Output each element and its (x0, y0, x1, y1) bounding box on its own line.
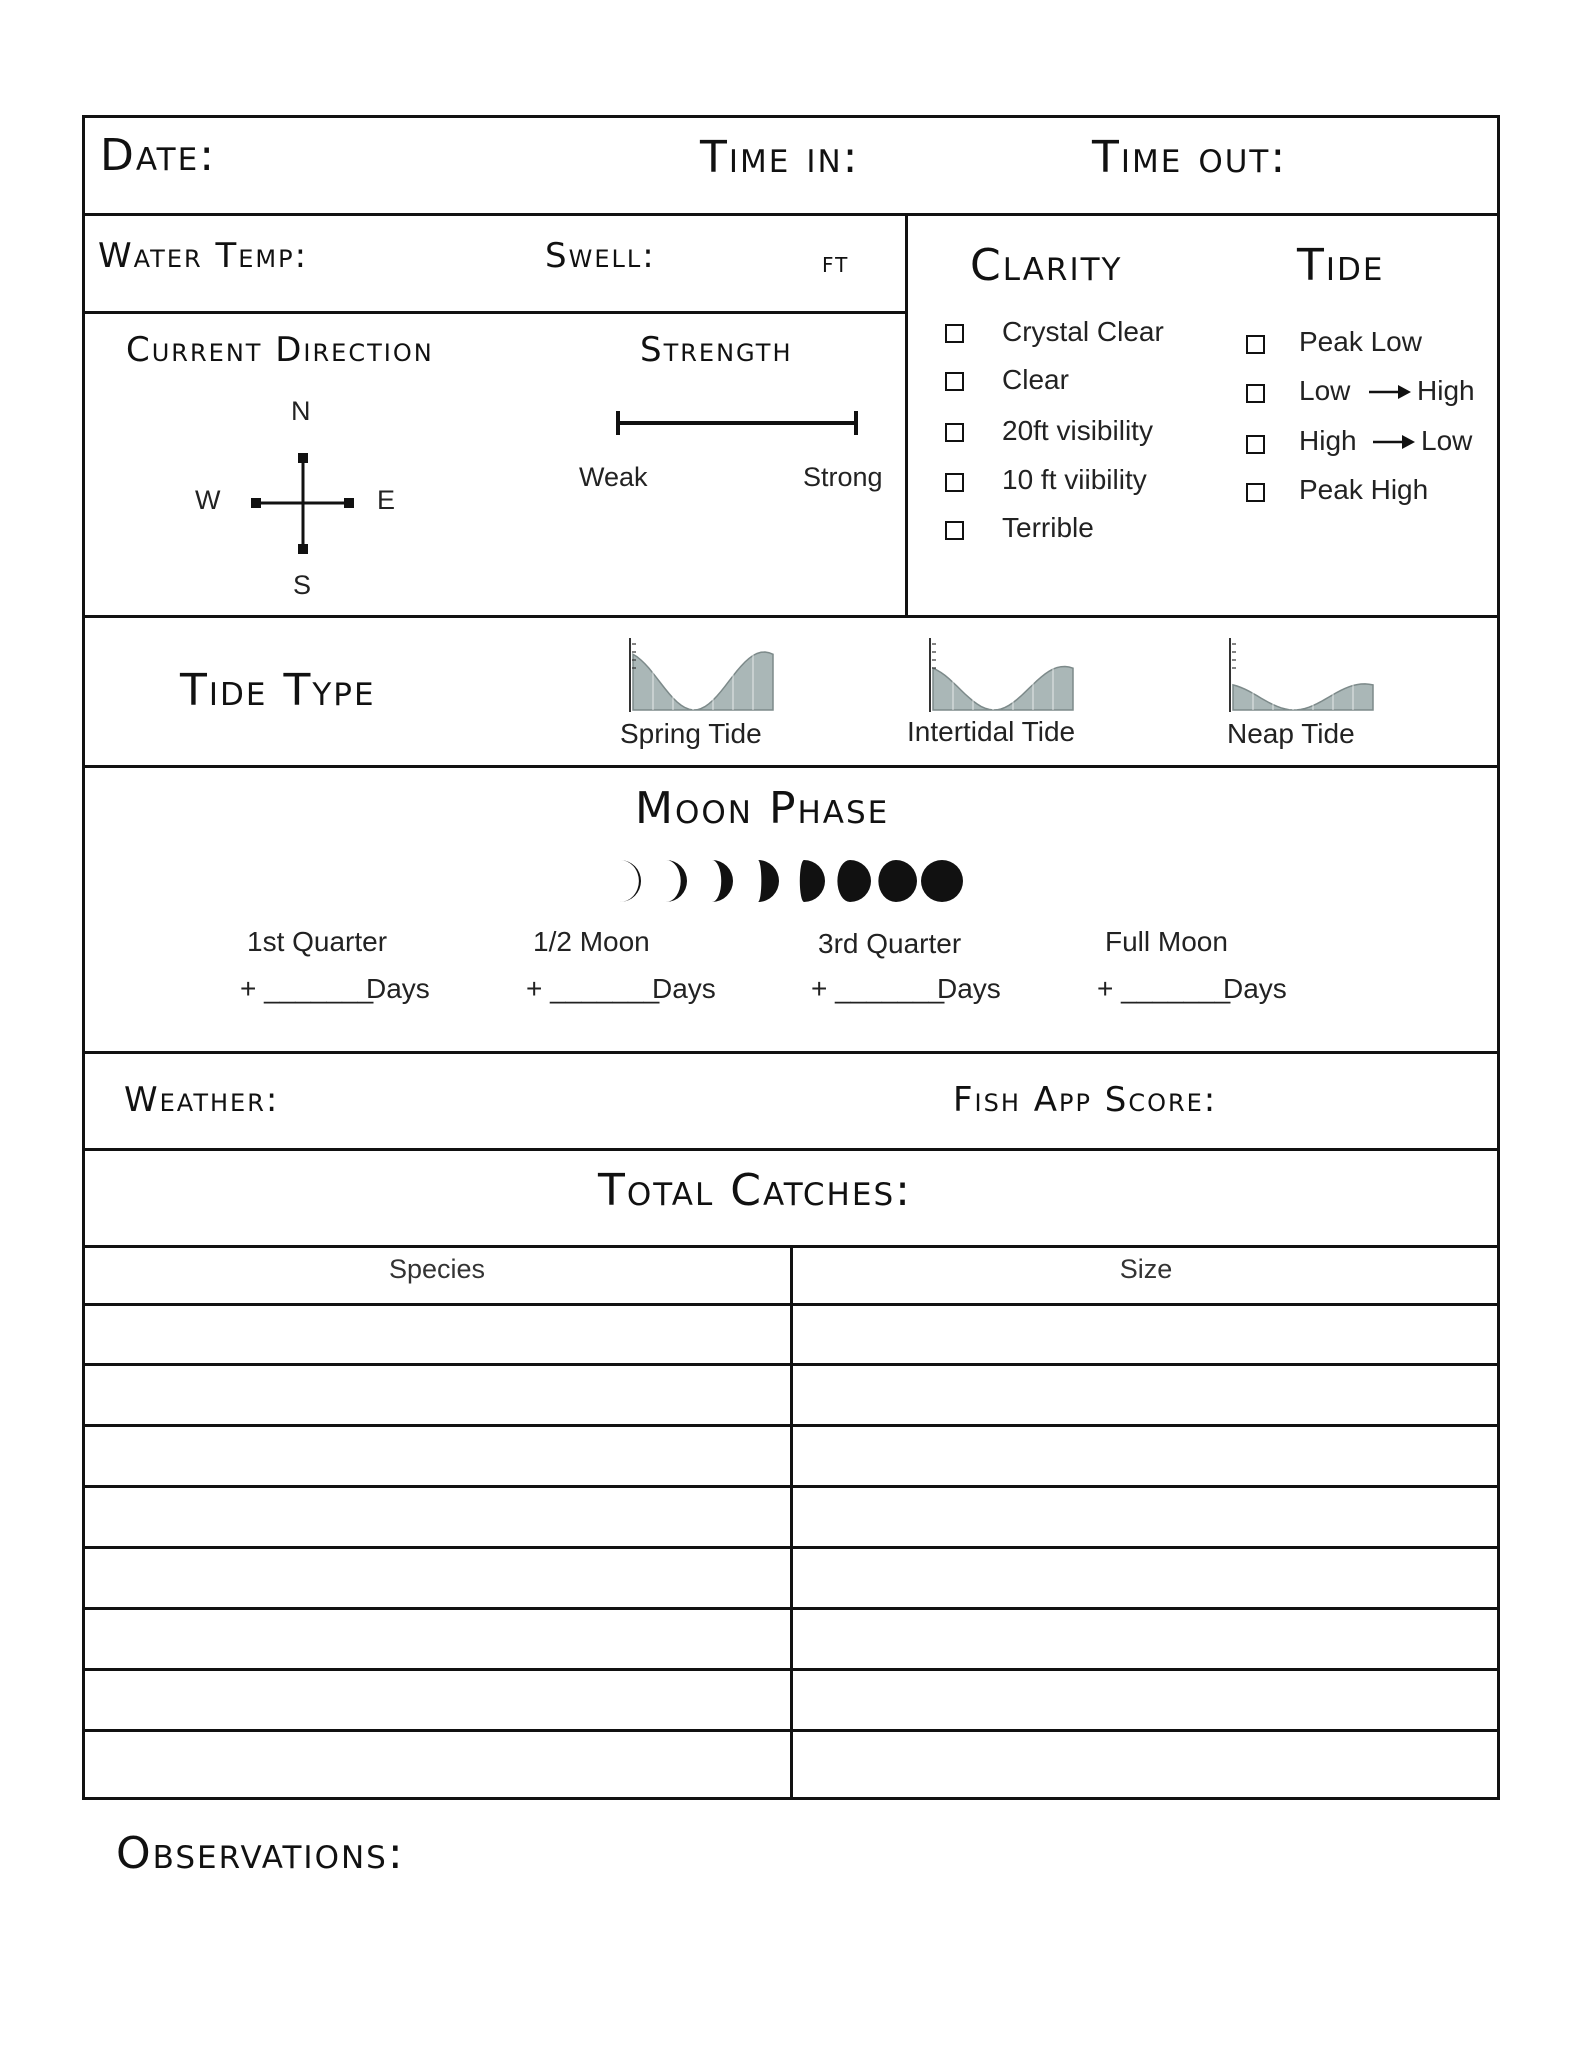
date-label[interactable]: Date: (100, 130, 217, 181)
clarity-checkbox[interactable] (945, 324, 964, 343)
strength-title: Strength (640, 330, 793, 370)
time-out-label[interactable]: Time out: (1092, 132, 1288, 183)
tide-type-label[interactable]: Intertidal Tide (907, 716, 1076, 747)
column-header-size: Size (1119, 1254, 1173, 1284)
moon-interval-days-field[interactable]: + _______ (1097, 973, 1231, 1004)
table-cell-species[interactable] (85, 1549, 790, 1607)
divider (82, 1051, 1500, 1054)
tide-option-to: High (1417, 375, 1475, 406)
moon-phase-title: Moon Phase (635, 783, 890, 834)
tide-checkbox[interactable] (1246, 435, 1265, 454)
table-cell-size[interactable] (793, 1549, 1497, 1607)
tide-curve-graph (930, 638, 1073, 712)
clarity-option-label: Crystal Clear (1002, 316, 1164, 347)
moon-phase-icon[interactable] (712, 860, 733, 902)
moon-phase-icon[interactable] (800, 860, 825, 902)
tide-type-label[interactable]: Neap Tide (1227, 718, 1355, 749)
moon-phase-icon[interactable] (666, 860, 687, 902)
fish-app-score-label[interactable]: Fish App Score: (953, 1080, 1218, 1120)
water-temp-label[interactable]: Water Temp: (98, 236, 309, 276)
form-outer-border-top (82, 115, 1500, 118)
compass-icon (248, 450, 358, 560)
table-cell-species[interactable] (85, 1671, 790, 1729)
swell-unit: ft (822, 246, 850, 279)
tide-type-title: Tide Type (180, 665, 376, 716)
weather-label[interactable]: Weather: (124, 1080, 280, 1120)
compass-south-label[interactable]: S (293, 570, 312, 600)
tide-checkbox[interactable] (1246, 483, 1265, 502)
moon-interval-days-field[interactable]: + _______ (240, 973, 374, 1004)
strength-strong-label: Strong (803, 462, 883, 492)
tide-curve-graph (1230, 638, 1373, 712)
table-cell-size[interactable] (793, 1732, 1497, 1790)
moon-phase-icons[interactable] (596, 856, 986, 906)
table-cell-species[interactable] (85, 1427, 790, 1485)
clarity-checkbox[interactable] (945, 423, 964, 442)
time-in-label[interactable]: Time in: (700, 132, 860, 183)
table-cell-species[interactable] (85, 1305, 790, 1363)
strength-weak-label: Weak (579, 462, 648, 492)
tide-option-from: Low (1299, 375, 1351, 406)
tide-curve-graph (630, 638, 773, 712)
divider (905, 213, 908, 617)
table-cell-size[interactable] (793, 1366, 1497, 1424)
arrow-right-icon (1372, 432, 1416, 452)
moon-interval-days-field[interactable]: + _______ (811, 973, 945, 1004)
tide-option-from: High (1299, 425, 1357, 456)
swell-label[interactable]: Swell: (545, 236, 656, 276)
current-direction-title: Current Direction (126, 330, 434, 370)
clarity-option-label: 10 ft viibility (1002, 464, 1147, 495)
clarity-checkbox[interactable] (945, 473, 964, 492)
tide-option-to: Low (1421, 425, 1473, 456)
arrow-right-icon (1368, 382, 1412, 402)
tide-option-label: Peak Low (1299, 326, 1422, 357)
moon-interval-unit: Days (366, 973, 430, 1004)
tide-type-label[interactable]: Spring Tide (620, 718, 762, 749)
table-cell-species[interactable] (85, 1366, 790, 1424)
table-cell-size[interactable] (793, 1427, 1497, 1485)
table-cell-size[interactable] (793, 1671, 1497, 1729)
moon-interval-label: 3rd Quarter (818, 928, 962, 959)
clarity-checkbox[interactable] (945, 521, 964, 540)
table-cell-species[interactable] (85, 1610, 790, 1668)
moon-interval-unit: Days (937, 973, 1001, 1004)
clarity-title: Clarity (970, 240, 1123, 291)
compass-north-label[interactable]: N (291, 396, 311, 426)
moon-phase-icon[interactable] (837, 860, 871, 902)
moon-interval-days-field[interactable]: + _______ (526, 973, 660, 1004)
moon-phase-icon[interactable] (921, 860, 963, 902)
divider (82, 311, 908, 314)
moon-interval-label: 1/2 Moon (533, 926, 650, 957)
table-cell-species[interactable] (85, 1732, 790, 1790)
moon-phase-icon[interactable] (878, 860, 917, 902)
moon-interval-unit: Days (1223, 973, 1287, 1004)
moon-interval-unit: Days (652, 973, 716, 1004)
divider (82, 765, 1500, 768)
table-cell-size[interactable] (793, 1305, 1497, 1363)
column-header-species: Species (388, 1254, 486, 1284)
table-cell-size[interactable] (793, 1488, 1497, 1546)
table-cell-species[interactable] (85, 1488, 790, 1546)
divider (82, 1148, 1500, 1151)
tide-title: Tide (1297, 240, 1385, 291)
moon-interval-label: 1st Quarter (247, 926, 388, 957)
compass-west-label[interactable]: W (195, 485, 221, 515)
total-catches-title: Total Catches: (598, 1165, 912, 1216)
moon-interval-label: Full Moon (1105, 926, 1228, 957)
observations-label[interactable]: Observations: (116, 1828, 405, 1879)
moon-phase-icon[interactable] (758, 860, 779, 902)
clarity-option-label: 20ft visibility (1002, 415, 1153, 446)
clarity-option-label: Clear (1002, 364, 1069, 395)
tide-checkbox[interactable] (1246, 335, 1265, 354)
compass-east-label[interactable]: E (377, 485, 396, 515)
divider (82, 615, 1500, 618)
tide-checkbox[interactable] (1246, 384, 1265, 403)
clarity-option-label: Terrible (1002, 512, 1094, 543)
strength-scale[interactable] (614, 408, 860, 438)
tide-option-label: Peak High (1299, 474, 1429, 505)
divider (82, 213, 1500, 216)
moon-phase-icon[interactable] (620, 860, 641, 902)
clarity-checkbox[interactable] (945, 372, 964, 391)
table-cell-size[interactable] (793, 1610, 1497, 1668)
